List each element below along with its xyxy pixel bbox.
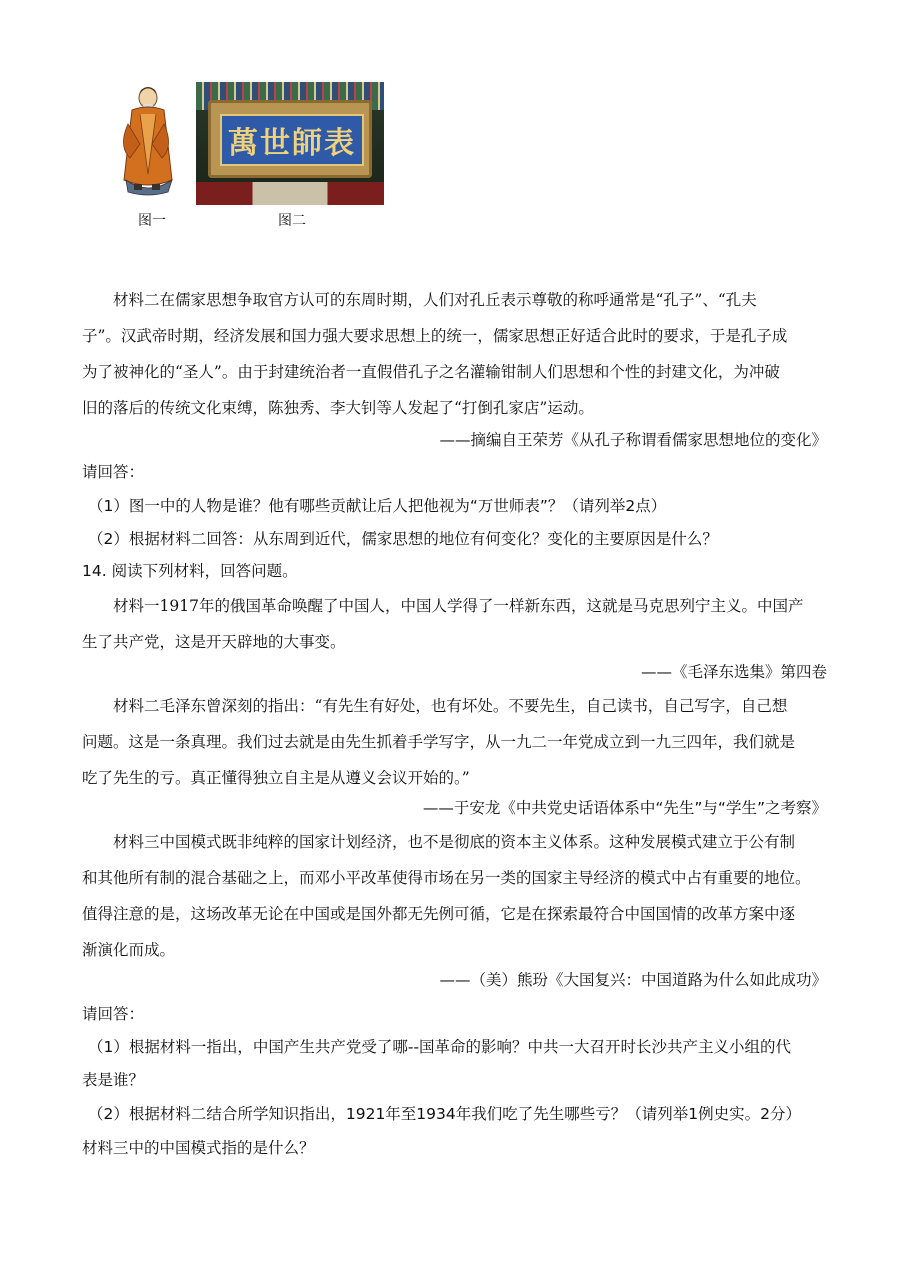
q14-material2-line: 吃了先生的亏。真正懂得独立自主是从遵义会议开始的。” <box>82 769 470 787</box>
q14-source3: ——（美）熊玢《大国复兴：中国道路为什么如此成功》 <box>439 971 827 989</box>
figure-2-caption: 图二 <box>278 213 306 229</box>
figure-1-caption: 图一 <box>138 213 166 229</box>
q14-source1: ——《毛泽东选集》第四卷 <box>640 663 827 681</box>
q14-material2-line: 材料二毛泽东曾深刻的指出：“有先生有好处，也有坏处。不要先生，自己读书，自己写字，自己想 <box>113 697 788 715</box>
q13-material2-line: 旧的落后的传统文化束缚，陈独秀、李大钊等人发起了“打倒孔家店”运动。 <box>82 399 594 417</box>
q13-subquestion-2: （2）根据材料二回答：从东周到近代，儒家思想的地位有何变化？变化的主要原因是什么？ <box>88 530 718 548</box>
q14-subquestion-2: （2）根据材料二结合所学知识指出，1921年至1934年我们吃了先生哪些亏？（请列举1例史实。2分） <box>88 1105 801 1123</box>
q14-material3-line: 材料三中国模式既非纯粹的国家计划经济，也不是彻底的资本主义体系。这种发展模式建立于公有制 <box>113 833 796 851</box>
q14-material2-line: 问题。这是一条真理。我们过去就是由先生抓着手学写字，从一九二一年党成立到一九三四年，我们就是 <box>82 733 796 751</box>
wanshishibiao-plaque <box>196 82 384 205</box>
q13-material2-line: 子”。汉武帝时期，经济发展和国力强大要求思想上的统一，儒家思想正好适合此时的要求，于是孔子成 <box>82 327 788 345</box>
q14-material3-line: 值得注意的是，这场改革无论在中国或是国外都无先例可循，它是在探索最符合中国国情的改革方案中逐 <box>82 905 796 923</box>
building-walls <box>196 182 384 205</box>
q13-source: ——摘编自王荣芳《从孔子称谓看儒家思想地位的变化》 <box>439 431 827 449</box>
q13-material2-line: 为了被神化的“圣人”。由于封建统治者一直假借孔子之名灌输钳制人们思想和个性的封建文化，为冲破 <box>82 363 780 381</box>
q13-subquestion-1: （1）图一中的人物是谁？他有哪些贡献让后人把他视为“万世师表”？（请列举2点） <box>88 497 667 515</box>
q14-material1-line: 生了共产党，这是开天辟地的大事变。 <box>82 633 346 651</box>
q14-material1-line: 材料一1917年的俄国革命唤醒了中国人，中国人学得了一样新东西，这就是马克思列宁主义。中国产 <box>113 597 804 615</box>
plaque-text: 萬世師表 <box>228 126 356 161</box>
q14-subquestion-3: 材料三中的中国模式指的是什么？ <box>82 1139 315 1157</box>
q14-source2: ——于安龙《中共党史话语体系中“先生”与“学生”之考察》 <box>422 799 827 817</box>
q14-material3-line: 渐演化而成。 <box>82 941 176 959</box>
confucius-figure <box>114 84 178 196</box>
q14-prompt: 请回答： <box>82 1005 145 1023</box>
q14-material3-line: 和其他所有制的混合基础之上，而邓小平改革使得市场在另一类的国家主导经济的模式中占有重要的地位。 <box>82 869 811 887</box>
q13-material2-line: 材料二在儒家思想争取官方认可的东周时期，人们对孔丘表示尊敬的称呼通常是“孔子”、“孔夫 <box>113 291 757 309</box>
q14-subquestion-1-cont: 表是谁？ <box>82 1071 145 1089</box>
plaque-frame <box>208 100 372 178</box>
q14-title: 14. 阅读下列材料，回答问题。 <box>82 562 298 580</box>
q14-subquestion-1: （1）根据材料一指出，中国产生共产党受了哪--国革命的影响？中共一大召开时长沙共产主义小组的代 <box>88 1038 792 1056</box>
plaque-panel <box>220 114 364 166</box>
q13-prompt: 请回答： <box>82 463 145 481</box>
